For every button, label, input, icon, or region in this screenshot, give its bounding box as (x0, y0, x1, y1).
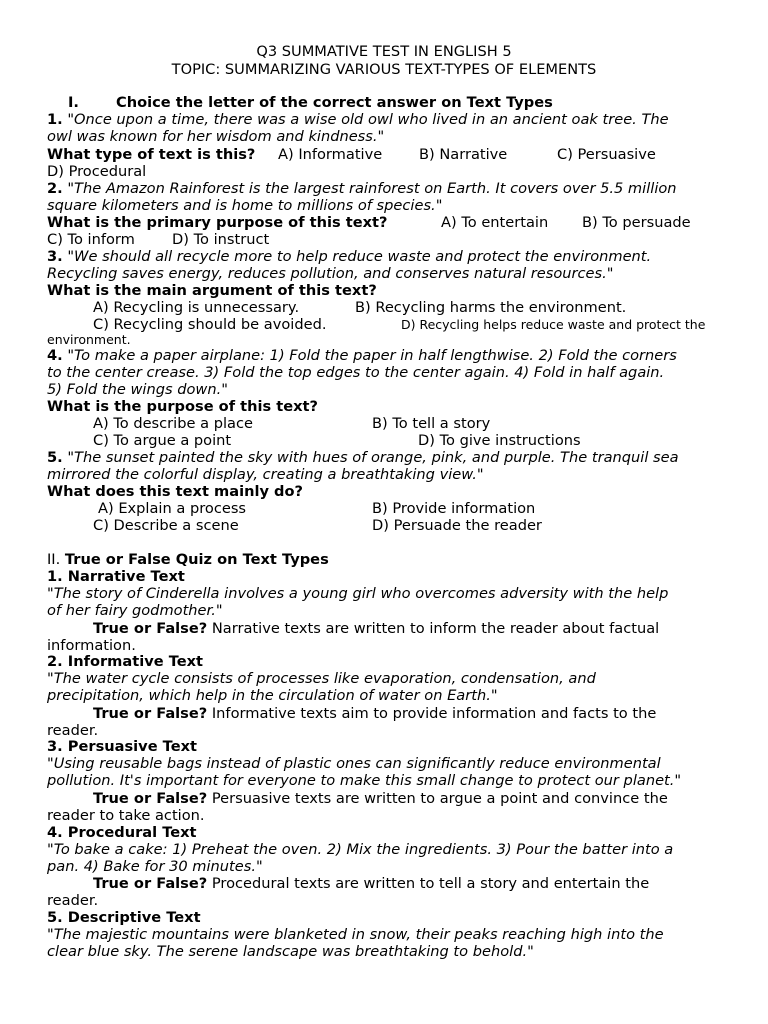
q2-option-a: A) To entertain (441, 214, 549, 231)
question-4-prompt: What is the purpose of this text? (47, 398, 318, 415)
passage-text: 5) Fold the wings down." (47, 381, 228, 398)
question-number: 2. (47, 180, 63, 197)
q5-option-d: D) Persuade the reader (372, 517, 542, 534)
q4-option-a: A) To describe a place (93, 415, 253, 432)
question-1-prompt: What type of text is this? (47, 146, 256, 163)
q4-option-c: C) To argue a point (93, 432, 232, 449)
q2-option-d: D) To instruct (172, 231, 270, 248)
question-number: 5. (47, 449, 63, 466)
q1-option-d: D) Procedural (47, 163, 147, 180)
tf-label: True or False? (93, 875, 208, 892)
q5-option-a: A) Explain a process (98, 500, 247, 517)
q5-option-c: C) Describe a scene (93, 517, 239, 534)
tf-label: True or False? (93, 620, 208, 637)
q3-option-d: D) Recycling helps reduce waste and protect the (401, 317, 706, 332)
part2-heading: True or False Quiz on Text Types (64, 551, 329, 568)
tf-passage-text: pollution. It's important for everyone to make this small change to protect our planet." (47, 772, 682, 789)
test-title: Q3 SUMMATIVE TEST IN ENGLISH 5 (256, 43, 512, 60)
q3-option-a: A) Recycling is unnecessary. (93, 299, 300, 316)
tf-statement-text: Procedural texts are written to tell a story and entertain the (211, 875, 650, 892)
tf-passage-text: of her fairy godmother." (47, 602, 223, 619)
q1-option-b: B) Narrative (419, 146, 508, 163)
part1-numeral: I. (68, 94, 79, 111)
tf-statement-text: Narrative texts are written to inform the reader about factual (211, 620, 660, 637)
question-number: 1. (47, 111, 63, 128)
question-1-passage (47, 111, 669, 128)
q3-option-d-continued: environment. (47, 332, 131, 347)
tf-passage-text: "The story of Cinderella involves a young girl who overcomes adversity with the help (47, 585, 669, 602)
passage-text: to the center crease. 3) Fold the top edges to the center again. 4) Fold in half again. (47, 364, 665, 381)
tf-passage-text: "The majestic mountains were blanketed in snow, their peaks reaching high into the (47, 926, 664, 943)
q3-option-c: C) Recycling should be avoided. (93, 316, 327, 333)
passage-text: owl was known for her wisdom and kindness." (47, 128, 385, 145)
tf-statement (93, 620, 659, 637)
q2-option-c: C) To inform (47, 231, 135, 248)
tf-statement (93, 790, 668, 807)
q5-option-b: B) Provide information (372, 500, 536, 517)
question-4-passage (47, 347, 677, 364)
tf-passage-text: "Using reusable bags instead of plastic ones can significantly reduce environmental (47, 755, 661, 772)
question-2-prompt: What is the primary purpose of this text? (47, 214, 388, 231)
passage-text: "Once upon a time, there was a wise old owl who lived in an ancient oak tree. The (67, 111, 669, 128)
q3-option-b: B) Recycling harms the environment. (355, 299, 627, 316)
passage-text: Recycling saves energy, reduces pollution, and conserves natural resources." (47, 265, 614, 282)
passage-text: square kilometers and is home to millions of species." (47, 197, 443, 214)
passage-text: "The sunset painted the sky with hues of orange, pink, and purple. The tranquil sea (67, 449, 679, 466)
tf-statement (93, 705, 656, 722)
tf-item-title: 2. Informative Text (47, 653, 203, 670)
part1-heading: Choice the letter of the correct answer on Text Types (116, 94, 553, 111)
tf-statement-continued: information. (47, 637, 136, 654)
q1-option-c: C) Persuasive (557, 146, 656, 163)
tf-statement-continued: reader to take action. (47, 807, 205, 824)
passage-text: mirrored the colorful display, creating a breathtaking view." (47, 466, 484, 483)
tf-passage-text: "The water cycle consists of processes like evaporation, condensation, and (47, 670, 596, 687)
tf-passage-text: "To bake a cake: 1) Preheat the oven. 2) Mix the ingredients. 3) Pour the batter into a (47, 841, 674, 858)
question-number: 3. (47, 248, 63, 265)
passage-text: "We should all recycle more to help reduce waste and protect the environment. (67, 248, 652, 265)
test-topic: TOPIC: SUMMARIZING VARIOUS TEXT-TYPES OF ELEMENTS (171, 61, 597, 78)
question-5-passage (47, 449, 679, 466)
q2-option-b: B) To persuade (582, 214, 691, 231)
question-2-passage (47, 180, 677, 197)
tf-label: True or False? (93, 705, 208, 722)
tf-passage-text: precipitation, which help in the circulation of water on Earth." (47, 687, 498, 704)
tf-label: True or False? (93, 790, 208, 807)
tf-statement-continued: reader. (47, 722, 99, 739)
tf-statement-text: Persuasive texts are written to argue a point and convince the (211, 790, 668, 807)
tf-item-title: 5. Descriptive Text (47, 909, 201, 926)
question-3-prompt: What is the main argument of this text? (47, 282, 377, 299)
part2-numeral: II. (47, 551, 61, 568)
tf-statement-text: Informative texts aim to provide information and facts to the (211, 705, 657, 722)
tf-statement (93, 875, 649, 892)
tf-statement-continued: reader. (47, 892, 99, 909)
question-number: 4. (47, 347, 63, 364)
tf-passage-text: pan. 4) Bake for 30 minutes." (47, 858, 263, 875)
question-3-passage (47, 248, 651, 265)
part2-heading-line (47, 551, 329, 568)
passage-text: "To make a paper airplane: 1) Fold the paper in half lengthwise. 2) Fold the corners (67, 347, 677, 364)
tf-item-title: 4. Procedural Text (47, 824, 197, 841)
tf-item-title: 3. Persuasive Text (47, 738, 197, 755)
q4-option-b: B) To tell a story (372, 415, 491, 432)
question-5-prompt: What does this text mainly do? (47, 483, 303, 500)
tf-passage-text: clear blue sky. The serene landscape was breathtaking to behold." (47, 943, 534, 960)
q4-option-d: D) To give instructions (418, 432, 581, 449)
passage-text: "The Amazon Rainforest is the largest rainforest on Earth. It covers over 5.5 million (67, 180, 677, 197)
q1-option-a: A) Informative (278, 146, 383, 163)
tf-item-title: 1. Narrative Text (47, 568, 185, 585)
